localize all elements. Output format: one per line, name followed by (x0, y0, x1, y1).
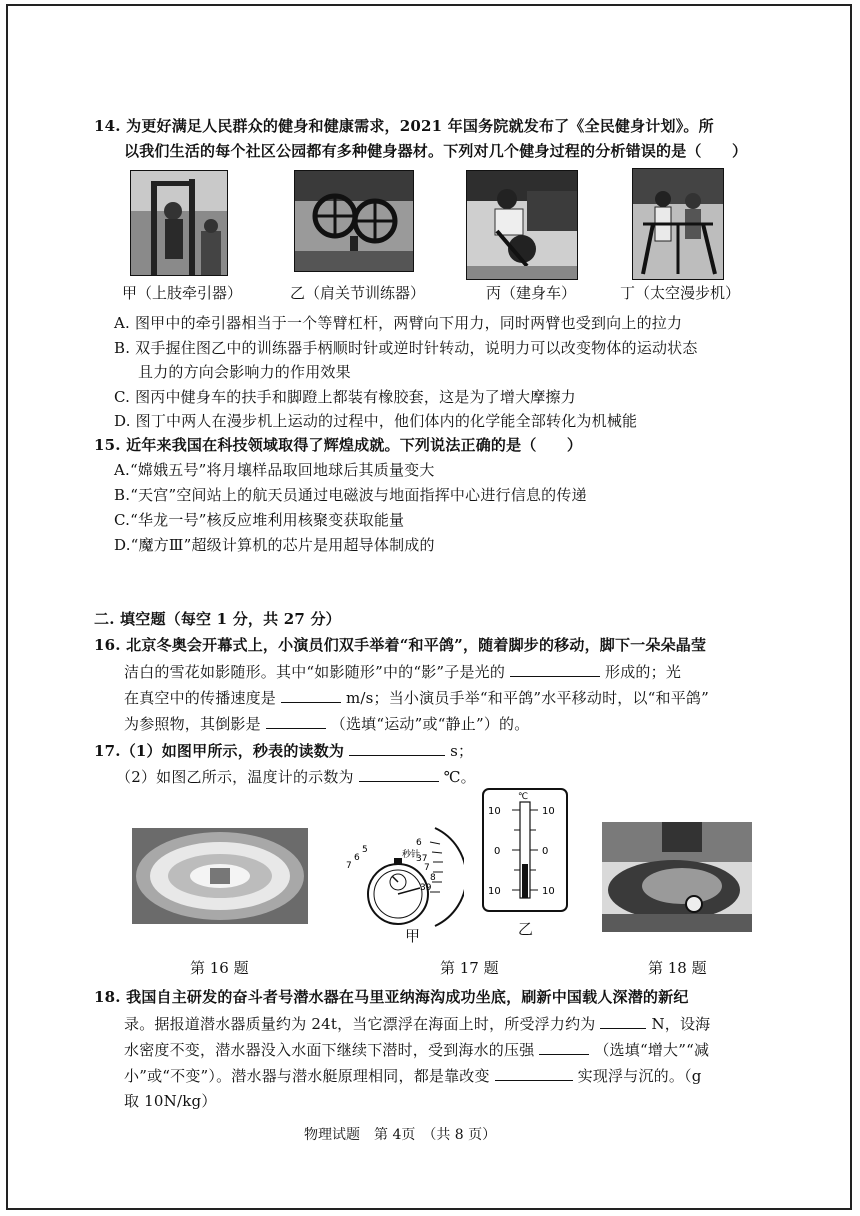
q17-line2-text: （2）如图乙所示，温度计的示数为 (116, 768, 354, 786)
q17-answer-blank-1[interactable] (349, 739, 445, 756)
q16-line4 (124, 712, 529, 735)
caption-yi: 乙（肩关节训练器） (290, 284, 426, 302)
thermo-left-tick-top: 10 (488, 806, 501, 817)
stopwatch-num-6: 6 (416, 838, 422, 848)
q15-option-d: D.“魔方Ⅲ”超级计算机的芯片是用超导体制成的 (114, 536, 435, 554)
thermometer-figure (482, 788, 568, 912)
q14-stem-line2: 以我们生活的每个社区公园都有多种健身器材。下列对几个健身过程的分析错误的是（ ） (124, 142, 748, 160)
q18-line3-tail: （选填“增大”“减 (594, 1041, 710, 1059)
q17-line1 (94, 739, 473, 762)
q18-answer-blank-3[interactable] (495, 1064, 573, 1081)
q16-line3-text: 在真空中的传播速度是 (124, 689, 277, 707)
thermo-right-tick-bottom: 10 (542, 886, 555, 897)
q16-answer-blank-1[interactable] (510, 660, 600, 677)
q16-answer-blank-3[interactable] (266, 712, 326, 729)
page-footer: 物理试题 第 4页 （共 8 页） (304, 1127, 497, 1143)
stopwatch-num-8: 8 (430, 873, 436, 883)
q15-stem: 15. 近年来我国在科技领域取得了辉煌成就。下列说法正确的是（ ） (94, 436, 583, 454)
thermometer-label: 乙 (518, 920, 534, 938)
q16-line3 (124, 686, 709, 709)
q17-line1-text: 17.（1）如图甲所示，秒表的读数为 (94, 742, 345, 760)
stopwatch-num-5: 5 (362, 845, 368, 855)
thermo-right-tick-top: 10 (542, 806, 555, 817)
q14-option-a: A. 图甲中的牵引器相当于一个等臂杠杆，两臂向下用力，同时两臂也受到向上的拉力 (114, 314, 683, 332)
q17-answer-blank-2[interactable] (359, 765, 439, 782)
photo-space-walker (632, 168, 724, 280)
stopwatch-label: 甲 (405, 927, 421, 945)
q18-line3 (124, 1038, 709, 1061)
q18-line2-tail: N，设海 (651, 1015, 711, 1033)
thermo-left-tick-mid: 0 (494, 846, 501, 857)
q16-line2-text: 洁白的雪花如影随形。其中“如影随形”中的“影”子是光的 (124, 663, 506, 681)
q17-line2 (116, 765, 476, 788)
thermo-left-tick-bottom: 10 (488, 886, 501, 897)
stopwatch-num-7b: 7 (346, 861, 352, 871)
section-title: 二. 填空题（每空 1 分，共 27 分） (94, 610, 341, 628)
photo-fitness-bike (466, 170, 578, 280)
q14-option-b-line2: 且力的方向会影响力的作用效果 (138, 363, 351, 381)
q18-line1: 18. 我国自主研发的奋斗者号潜水器在马里亚纳海沟成功坐底，刷新中国载人深潜的新纪 (94, 988, 689, 1006)
stopwatch-figure (340, 822, 464, 934)
q18-line2 (124, 1012, 710, 1035)
q16-line4-text: 为参照物，其倒影是 (124, 715, 261, 733)
q18-line5: 取 10N/kg） (124, 1092, 217, 1110)
stopwatch-num-37: 37 (416, 854, 428, 864)
caption-q18: 第 18 题 (648, 959, 707, 977)
stopwatch-num-39: 39 (420, 883, 432, 893)
photo-olympic-ceremony (132, 828, 308, 924)
q14-stem-line1: 14. 为更好满足人民群众的健身和健康需求，2021 年国务院就发布了《全民健身计划》。所 (94, 117, 714, 135)
q14-option-b-line1: B. 双手握住图乙中的训练器手柄顺时针或逆时针转动，说明力可以改变物体的运动状态 (114, 339, 698, 357)
q18-answer-blank-1[interactable] (600, 1012, 646, 1029)
photo-shoulder-trainer (294, 170, 414, 272)
q17-line2-tail: ℃。 (443, 768, 476, 786)
caption-jia: 甲（上肢牵引器） (122, 284, 243, 302)
photo-submersible (602, 822, 752, 932)
photo-upper-limb-puller (130, 170, 228, 276)
q16-line2 (124, 660, 681, 683)
q16-line1: 16. 北京冬奥会开幕式上，小演员们双手举着“和平鸽”，随着脚步的移动，脚下一朵朵晶莹 (94, 636, 707, 654)
thermo-right-tick-mid: 0 (542, 846, 549, 857)
q18-line4-text: 小”或“不变”）。潜水器与潜水艇原理相同，都是靠改变 (124, 1067, 490, 1085)
stopwatch-label-text: 秒针 (402, 850, 421, 860)
q15-option-b: B.“天宫”空间站上的航天员通过电磁波与地面指挥中心进行信息的传递 (114, 486, 587, 504)
q15-option-a: A.“嫦娥五号”将月壤样品取回地球后其质量变大 (114, 461, 435, 479)
stopwatch-num-7: 7 (424, 863, 430, 873)
q18-line4-tail: 实现浮与沉的。（g (577, 1067, 702, 1085)
thermometer-unit: ℃ (518, 792, 529, 802)
q18-line4 (124, 1064, 702, 1087)
q16-line3-tail: m/s；当小演员手举“和平鸽”水平移动时，以“和平鸽” (345, 689, 710, 707)
q16-line4-tail: （选填“运动”或“静止”）的。 (330, 715, 530, 733)
q18-line2-text: 录。据报道潜水器质量约为 24t，当它漂浮在海面上时，所受浮力约为 (124, 1015, 596, 1033)
q16-answer-blank-2[interactable] (281, 686, 341, 703)
caption-q16: 第 16 题 (190, 959, 249, 977)
q16-line2-tail: 形成的；光 (605, 663, 682, 681)
q18-answer-blank-2[interactable] (539, 1038, 589, 1055)
q14-option-d: D. 图丁中两人在漫步机上运动的过程中，他们体内的化学能全部转化为机械能 (114, 412, 638, 430)
caption-q17: 第 17 题 (440, 959, 499, 977)
q15-option-c: C.“华龙一号”核反应堆利用核聚变获取能量 (114, 511, 405, 529)
caption-ding: 丁（太空漫步机） (620, 284, 741, 302)
q18-line3-text: 水密度不变，潜水器没入水面下继续下潜时，受到海水的压强 (124, 1041, 535, 1059)
stopwatch-num-6b: 6 (354, 853, 360, 863)
q17-line1-tail: s； (450, 742, 474, 760)
q14-option-c: C. 图丙中健身车的扶手和脚蹬上都装有橡胶套，这是为了增大摩擦力 (114, 388, 576, 406)
caption-bing: 丙（建身车） (486, 284, 577, 302)
